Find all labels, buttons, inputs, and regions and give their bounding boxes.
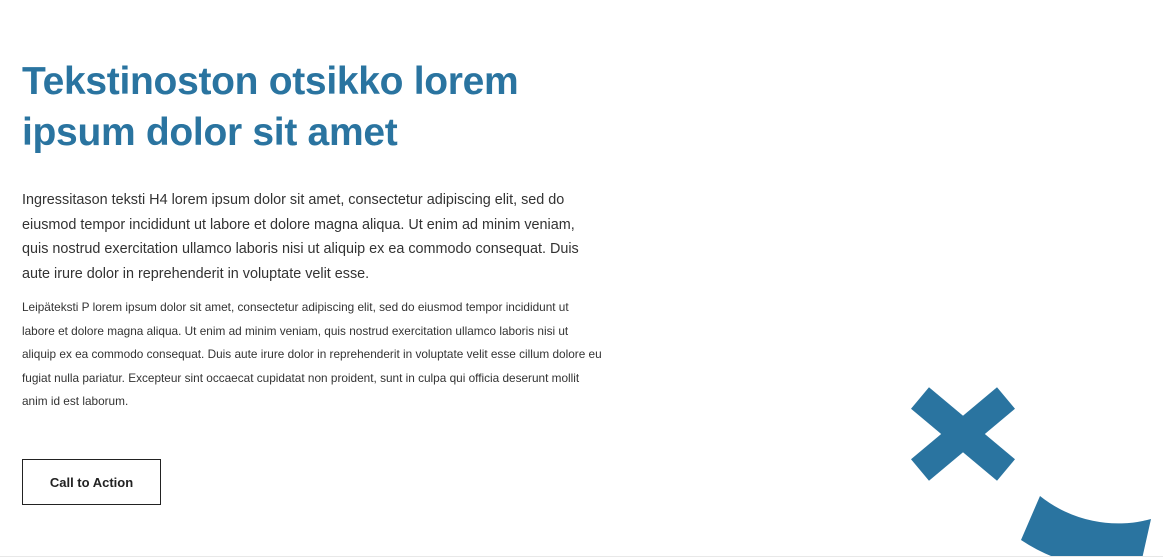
body-paragraph: Leipäteksti P lorem ipsum dolor sit amet, consectetur adipiscing elit, sed do eiusmod tempor incididunt ut labore et dolore magna aliqua. Ut enim ad minim veniam, quis nostrud exercitation ullamco laboris nisi ut aliquip ex ea commodo consequat. Duis aute irure dolor in reprehenderit in voluptate velit esse cillum dolore eu fugiat nulla pariatur. Excepteur sint occaecat cupidatat non proident, sunt in culpa qui officia deserunt mollit anim id est laborum. [22, 300, 602, 408]
text-block [22, 56, 602, 414]
cross-icon [920, 398, 1006, 470]
lead-paragraph: Ingressitason teksti H4 lorem ipsum dolor sit amet, consectetur adipiscing elit, sed do eiusmod tempor incididunt ut labore et dolore magna aliqua. Ut enim ad minim veniam, quis nostrud exercitation ullamco laboris nisi ut aliquip ex ea commodo consequat. Duis aute irure dolor in reprehenderit in voluptate velit esse. [22, 192, 579, 282]
arc-shape [1021, 496, 1151, 557]
page-title: Tekstinoston otsikko lorem ipsum dolor sit amet [22, 60, 519, 154]
call-to-action-button[interactable]: Call to Action [22, 459, 161, 505]
